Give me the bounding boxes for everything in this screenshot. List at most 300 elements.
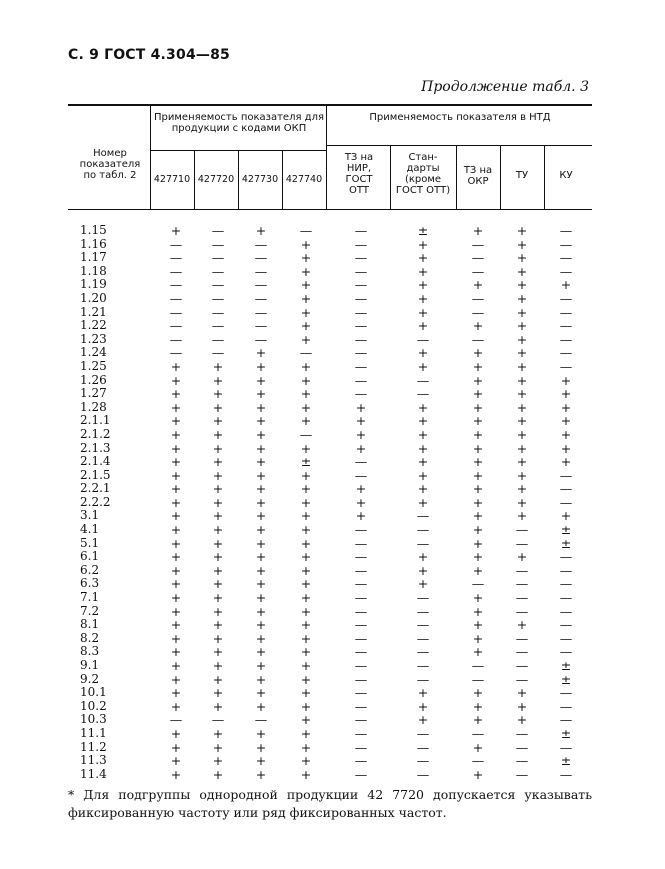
applicability-cell: — [169,304,183,320]
indicator-number-cell: 1.16 [80,236,107,251]
applicability-cell: — [416,535,430,551]
table-row [68,605,588,619]
applicability-cell: + [170,617,182,633]
applicability-cell: — [559,223,573,238]
applicability-cell: — [515,766,529,782]
applicability-cell: + [472,467,484,483]
indicator-number-cell: 8.3 [80,644,100,659]
applicability-cell: + [355,494,367,510]
applicability-cell: — [354,562,368,578]
applicability-cell: — [471,671,485,687]
applicability-cell: — [354,358,368,374]
applicability-cell: — [254,290,268,306]
applicability-cell: — [354,522,368,538]
applicability-cell: — [471,658,485,673]
applicability-cell: — [559,494,573,510]
applicability-cell: + [355,413,367,429]
indicator-number-cell: 2.1.1 [80,413,111,428]
applicability-cell: + [472,549,484,565]
applicability-cell: — [471,753,485,769]
applicability-cell: + [472,508,484,524]
header-ntd-doc: ТЗ на НИР, ГОСТ ОТТ [344,152,374,196]
table-row [68,686,588,700]
applicability-cell: — [354,467,368,483]
applicability-cell: — [471,250,485,266]
indicator-number-cell: 1.24 [80,345,107,360]
applicability-cell: + [300,685,312,701]
applicability-cell: + [300,712,312,728]
header-ntd-doc: КУ [559,170,573,181]
applicability-cell: + [560,372,572,388]
table-top-rule [68,104,592,106]
applicability-cell: + [516,399,528,415]
applicability-cell: — [559,304,573,320]
applicability-cell: + [300,535,312,551]
applicability-cell: — [169,318,183,334]
applicability-cell: + [417,685,429,701]
applicability-cell: + [516,467,528,483]
applicability-cell: + [300,644,312,660]
applicability-cell: + [516,372,528,388]
applicability-cell: — [515,739,529,755]
header-okp-code: 427730 [241,174,279,185]
applicability-cell: + [300,576,312,592]
column-divider [150,105,151,209]
table-row [68,238,588,252]
table-row [68,414,588,428]
indicator-number-cell: 2.1.3 [80,440,111,455]
indicator-number-cell: 1.19 [80,277,107,292]
indicator-number-cell: 2.1.4 [80,454,111,469]
applicability-cell: — [416,725,430,741]
applicability-cell: + [300,413,312,429]
applicability-cell: + [472,223,484,238]
applicability-cell: + [300,617,312,633]
applicability-cell: + [516,331,528,347]
table-row [68,509,588,523]
applicability-cell: + [170,590,182,606]
applicability-cell: + [300,277,312,293]
table-header-bottom-rule [68,209,592,210]
header-ntd-doc: ТУ [515,170,529,181]
applicability-cell: + [255,562,267,578]
applicability-cell: + [300,522,312,538]
applicability-cell: ± [560,658,572,673]
applicability-cell: — [169,277,183,293]
applicability-cell: + [472,386,484,402]
applicability-cell: + [417,454,429,470]
page-header: С. 9 ГОСТ 4.304—85 [68,47,230,63]
applicability-cell: + [170,685,182,701]
applicability-cell: + [472,630,484,646]
applicability-cell: + [560,277,572,293]
table-row [68,251,588,265]
indicator-number-cell: 6.3 [80,576,100,591]
applicability-cell: + [300,562,312,578]
applicability-cell: + [212,739,224,755]
applicability-cell: + [300,481,312,497]
applicability-cell: — [416,331,430,347]
applicability-cell: — [559,766,573,782]
applicability-cell: — [354,658,368,673]
applicability-cell: — [559,712,573,728]
applicability-cell: — [211,331,225,347]
applicability-cell: — [354,766,368,782]
applicability-cell: + [170,535,182,551]
applicability-cell: + [255,467,267,483]
applicability-cell: + [170,494,182,510]
applicability-cell: + [300,318,312,334]
indicator-number-cell: 9.2 [80,671,100,686]
applicability-cell: — [515,562,529,578]
applicability-cell: + [417,345,429,361]
indicator-number-cell: 9.1 [80,658,100,672]
applicability-cell: + [417,399,429,415]
indicator-number-cell: 11.2 [80,739,107,754]
header-ntd-doc: ТЗ на ОКР [463,165,493,187]
applicability-cell: — [354,698,368,714]
applicability-cell: + [300,698,312,714]
applicability-cell: ± [560,671,572,687]
applicability-cell: + [255,494,267,510]
applicability-cell: — [299,426,313,442]
applicability-cell: + [560,426,572,442]
applicability-cell: + [300,739,312,755]
applicability-cell: + [255,630,267,646]
applicability-cell: + [300,399,312,415]
applicability-cell: — [211,318,225,334]
applicability-cell: — [559,345,573,361]
applicability-cell: + [560,454,572,470]
applicability-cell: + [516,454,528,470]
applicability-cell: — [354,318,368,334]
applicability-cell: + [255,671,267,687]
applicability-cell: + [170,671,182,687]
applicability-cell: — [416,372,430,388]
applicability-cell: — [354,739,368,755]
applicability-cell: — [254,712,268,728]
applicability-cell: + [212,535,224,551]
table-row [68,442,588,456]
applicability-cell: — [559,630,573,646]
applicability-cell: + [255,603,267,619]
applicability-cell: + [255,590,267,606]
applicability-cell: + [212,698,224,714]
applicability-cell: — [354,576,368,592]
applicability-cell: + [255,753,267,769]
applicability-cell: + [472,590,484,606]
indicator-number-cell: 2.1.2 [80,426,111,441]
applicability-cell: ± [560,535,572,551]
applicability-cell: + [300,549,312,565]
applicability-cell: — [254,263,268,279]
applicability-cell: + [560,386,572,402]
indicator-number-cell: 1.28 [80,399,107,414]
applicability-cell: + [516,358,528,374]
applicability-cell: + [417,712,429,728]
table-row [68,374,588,388]
applicability-cell: + [170,739,182,755]
table-row [68,537,588,551]
applicability-cell: + [472,426,484,442]
applicability-cell: — [211,236,225,252]
applicability-cell: + [170,562,182,578]
applicability-cell: — [416,522,430,538]
applicability-cell: + [170,630,182,646]
applicability-cell: — [515,658,529,673]
applicability-cell: — [559,617,573,633]
applicability-cell: — [515,576,529,592]
applicability-cell: + [255,658,267,673]
footnote: * Для подгруппы однородной продукции 42 7720 допускается указывать фиксированную частоту или ряд фиксированных частот. [68,787,592,820]
applicability-cell: — [559,250,573,266]
applicability-cell: + [355,440,367,456]
applicability-cell: — [416,658,430,673]
applicability-cell: + [417,576,429,592]
applicability-cell: — [515,725,529,741]
applicability-cell: — [416,644,430,660]
table-row [68,645,588,659]
applicability-cell: — [559,467,573,483]
applicability-cell: + [255,440,267,456]
indicator-number-cell: 10.3 [80,712,107,727]
applicability-cell: — [211,304,225,320]
applicability-cell: + [170,576,182,592]
applicability-cell: + [212,454,224,470]
applicability-cell: + [170,426,182,442]
applicability-cell: + [472,698,484,714]
applicability-cell: — [254,250,268,266]
applicability-cell: — [169,250,183,266]
applicability-cell: — [416,617,430,633]
applicability-cell: + [212,590,224,606]
applicability-cell: — [169,712,183,728]
table-row [68,346,588,360]
applicability-cell: + [170,413,182,429]
applicability-cell: — [354,644,368,660]
applicability-cell: — [354,372,368,388]
applicability-cell: — [416,766,430,782]
applicability-cell: + [417,440,429,456]
applicability-cell: + [170,481,182,497]
applicability-cell: — [416,671,430,687]
table-row [68,768,588,782]
table-row [68,523,588,537]
applicability-cell: + [472,440,484,456]
applicability-cell: + [417,277,429,293]
applicability-cell: + [255,766,267,782]
applicability-cell: — [354,277,368,293]
applicability-cell: + [560,399,572,415]
applicability-cell: + [212,671,224,687]
applicability-cell: + [355,481,367,497]
applicability-cell: + [560,508,572,524]
applicability-cell: + [417,494,429,510]
applicability-cell: — [354,630,368,646]
applicability-cell: + [516,304,528,320]
applicability-cell: — [471,290,485,306]
column-divider [544,145,545,209]
applicability-cell: — [169,331,183,347]
applicability-cell: — [416,508,430,524]
applicability-cell: — [211,223,225,238]
applicability-cell: + [170,399,182,415]
applicability-cell: + [300,304,312,320]
header-ntd-doc: Стан- дарты (кроме ГОСТ ОТТ) [395,152,451,196]
applicability-cell: + [516,413,528,429]
applicability-cell: + [170,522,182,538]
applicability-cell: — [515,671,529,687]
table-row [68,754,588,768]
table-row [68,659,588,673]
applicability-cell: — [515,603,529,619]
applicability-cell: — [416,753,430,769]
applicability-cell: + [170,440,182,456]
column-divider [456,145,457,209]
applicability-cell: + [212,630,224,646]
applicability-cell: + [255,386,267,402]
applicability-cell: — [354,671,368,687]
applicability-cell: + [300,603,312,619]
applicability-cell: — [211,250,225,266]
applicability-cell: + [417,236,429,252]
applicability-cell: + [255,576,267,592]
applicability-cell: ± [300,454,312,470]
applicability-cell: + [255,508,267,524]
indicator-number-cell: 8.1 [80,617,100,632]
applicability-cell: + [212,522,224,538]
applicability-cell: + [417,426,429,442]
applicability-cell: + [170,508,182,524]
header-okp-code: 427740 [285,174,323,185]
applicability-cell: — [354,250,368,266]
applicability-cell: + [516,290,528,306]
applicability-cell: — [559,685,573,701]
applicability-cell: + [472,617,484,633]
applicability-cell: + [300,250,312,266]
applicability-cell: + [255,481,267,497]
applicability-cell: + [472,739,484,755]
applicability-cell: — [559,236,573,252]
applicability-cell: + [516,236,528,252]
applicability-cell: + [472,318,484,334]
applicability-cell: + [212,481,224,497]
applicability-cell: — [559,576,573,592]
applicability-cell: + [472,644,484,660]
table-body [68,224,588,781]
applicability-cell: + [516,440,528,456]
applicability-cell: + [212,372,224,388]
column-divider [500,145,501,209]
applicability-cell: + [170,386,182,402]
applicability-cell: — [471,725,485,741]
applicability-cell: — [559,603,573,619]
applicability-cell: — [559,549,573,565]
applicability-cell: ± [560,725,572,741]
applicability-cell: ± [417,223,429,238]
applicability-cell: + [212,549,224,565]
applicability-cell: + [472,481,484,497]
applicability-cell: + [417,263,429,279]
applicability-cell: + [417,562,429,578]
applicability-cell: — [354,331,368,347]
applicability-cell: + [255,372,267,388]
applicability-cell: + [255,644,267,660]
applicability-cell: + [355,508,367,524]
table-row [68,278,588,292]
applicability-cell: — [416,590,430,606]
applicability-cell: — [354,290,368,306]
table-row [68,564,588,578]
applicability-cell: + [516,345,528,361]
applicability-cell: + [472,494,484,510]
applicability-cell: + [300,753,312,769]
applicability-cell: — [559,590,573,606]
indicator-number-cell: 1.25 [80,358,107,373]
applicability-cell: + [516,712,528,728]
applicability-cell: + [516,318,528,334]
applicability-cell: — [354,603,368,619]
table-row [68,224,588,238]
applicability-cell: + [212,617,224,633]
applicability-cell: — [299,223,313,238]
applicability-cell: + [170,223,182,238]
applicability-cell: — [354,345,368,361]
applicability-cell: — [354,223,368,238]
applicability-cell: + [516,508,528,524]
applicability-cell: + [170,454,182,470]
applicability-cell: + [472,712,484,728]
table-row [68,333,588,347]
applicability-cell: + [170,766,182,782]
applicability-cell: + [472,562,484,578]
applicability-cell: — [354,685,368,701]
applicability-cell: + [212,358,224,374]
applicability-cell: + [417,250,429,266]
indicator-number-cell: 1.22 [80,318,107,333]
applicability-cell: + [300,658,312,673]
applicability-cell: — [169,263,183,279]
applicability-cell: + [255,522,267,538]
applicability-cell: + [300,440,312,456]
indicator-number-cell: 11.4 [80,766,107,781]
applicability-cell: — [299,345,313,361]
table-row [68,591,588,605]
table-continuation-label: Продолжение табл. 3 [421,79,589,95]
applicability-cell: + [170,644,182,660]
applicability-cell: + [255,739,267,755]
applicability-cell: — [471,263,485,279]
applicability-cell: — [254,304,268,320]
applicability-cell: — [354,753,368,769]
applicability-cell: + [170,725,182,741]
applicability-cell: + [516,386,528,402]
indicator-number-cell: 2.2.2 [80,494,111,509]
applicability-cell: — [354,549,368,565]
applicability-cell: ± [560,522,572,538]
indicator-number-cell: 1.26 [80,372,107,387]
applicability-cell: + [417,413,429,429]
table-row [68,306,588,320]
header-group-products: Применяемость показателя для продукции с кодами ОКП [154,112,324,134]
applicability-cell: + [170,549,182,565]
applicability-cell: + [516,277,528,293]
applicability-cell: + [212,413,224,429]
applicability-cell: + [472,413,484,429]
applicability-cell: + [255,535,267,551]
applicability-cell: + [417,467,429,483]
table-row [68,673,588,687]
